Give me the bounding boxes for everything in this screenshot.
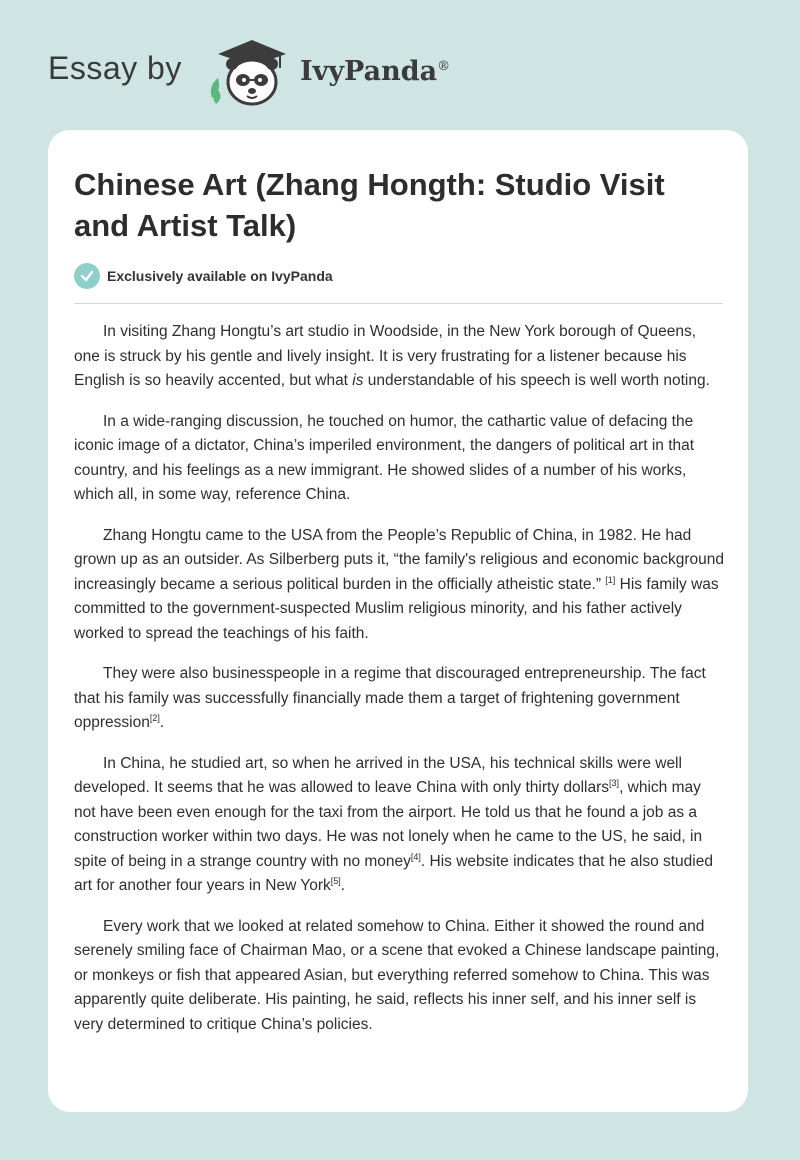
check-icon	[74, 263, 100, 289]
footnote-ref-5[interactable]: [5]	[330, 875, 341, 886]
paragraph-4: They were also businesspeople in a regime that discouraged entrepreneurship. The fact that his family was successfully financially made them a target of frightening government oppression[2].	[74, 665, 706, 731]
registered-mark: ®	[437, 59, 451, 74]
essay-card	[48, 130, 748, 1112]
brand-name[interactable]: IvyPanda®	[300, 56, 451, 87]
footnote-ref-4[interactable]: [4]	[410, 851, 421, 862]
paragraph-1: In visiting Zhang Hongtu’s art studio in Woodside, in the New York borough of Queens, one is struck by his gentle and lively insight. It is very frustrating for a listener because his English is so heavily accented, but what is understandable of his speech is well worth noting.	[74, 323, 710, 389]
paragraph-3: Zhang Hongtu came to the USA from the People’s Republic of China, in 1982. He had grown up as an outsider. As Silberberg puts it, “the family's religious and economic background increasingly became a serious political burden in the officially atheistic state.” [1] His family was committed to the government-suspected Muslim religious minority, and his father actively worked to spread the teachings of his faith.	[74, 526, 725, 642]
paragraph-2: In a wide-ranging discussion, he touched on humor, the cathartic value of defacing the iconic image of a dictator, China’s imperiled environment, the dangers of political art in that country, and his feelings as a new immigrant. He showed slides of a number of his works, which all, in some way, reference China.	[74, 412, 695, 503]
ivypanda-logo-icon[interactable]	[206, 38, 292, 108]
site-header	[48, 38, 468, 110]
footnote-ref-3[interactable]: [3]	[609, 777, 620, 788]
essay-by-label: Essay by	[48, 50, 182, 86]
paragraph-5: In China, he studied art, so when he arrived in the USA, his technical skills were well developed. It seems that he was allowed to leave China with only thirty dollars[3], which may not have been even enough for the taxi from the airport. He told us that he found a job as a construction worker within two days. He was not lonely when he came to the US, he said, in spite of being in a strange country with no money[4]. His website indicates that he also studied art for another four years in New York[5].	[74, 754, 713, 894]
page-title: Chinese Art (Zhang Hongth: Studio Visit and Artist Talk)	[74, 167, 665, 243]
essay-body	[74, 320, 724, 1053]
footnote-ref-2[interactable]: [2]	[149, 712, 160, 723]
exclusive-badge	[74, 263, 333, 289]
badge-text: Exclusively available on IvyPanda	[107, 268, 333, 284]
divider	[74, 303, 723, 304]
emphasis: is	[352, 372, 364, 389]
paragraph-6: Every work that we looked at related somehow to China. Either it showed the round and serenely smiling face of Chairman Mao, or a scene that evoked a Chinese landscape painting, or monkeys or fish that appeared Asian, but everything referred somehow to China. This was apparently quite deliberate. His painting, he said, reflects his inner self, and his inner self is very determined to critique China’s policies.	[74, 917, 720, 1033]
footnote-ref-1[interactable]: [1]	[605, 574, 616, 585]
